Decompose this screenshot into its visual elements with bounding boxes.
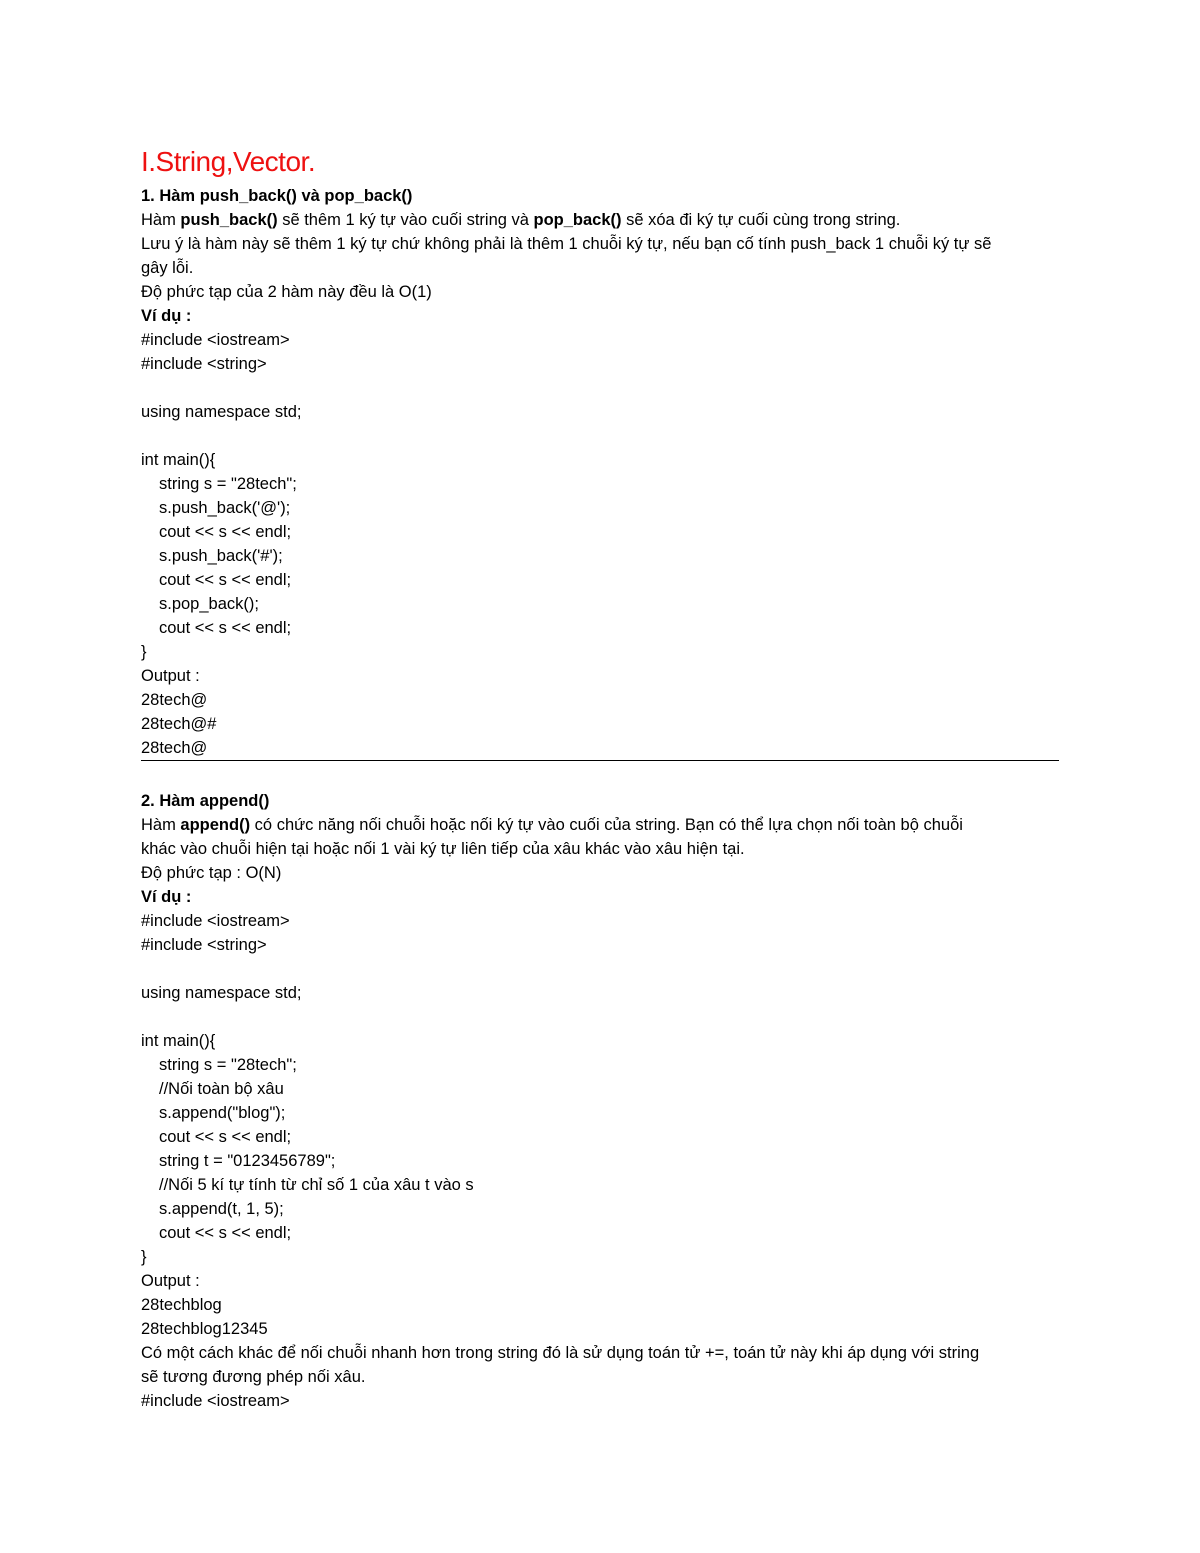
section-1-heading: 1. Hàm push_back() và pop_back() <box>141 187 413 205</box>
code-line: s.append(t, 1, 5); <box>159 1200 284 1218</box>
document-title: I.String,Vector. <box>141 146 316 177</box>
code-line: string s = "28tech"; <box>159 1056 297 1074</box>
desc-text: có chức năng nối chuỗi hoặc nối ký tự vào cuối của string. Bạn có thể lựa chọn nối toàn bộ chuỗi <box>250 816 963 834</box>
code-line: cout << s << endl; <box>159 1128 292 1146</box>
section-2-complexity: Độ phức tạp : O(N) <box>141 864 282 882</box>
section-2-example-label: Ví dụ : <box>141 888 192 906</box>
section-1-code-block <box>141 328 1059 664</box>
code-line <box>141 957 1059 981</box>
section-1-note-line-1: Lưu ý là hàm này sẽ thêm 1 ký tự chứ không phải là thêm 1 chuỗi ký tự, nếu bạn cố tính push_back 1 chuỗi ký tự sẽ <box>141 235 992 253</box>
section-2-extra-line-1: Có một cách khác để nối chuỗi nhanh hơn trong string đó là sử dụng toán tử +=, toán tử này khi áp dụng với string <box>141 1344 980 1362</box>
section-2-heading: 2. Hàm append() <box>141 792 270 810</box>
code-line: s.append("blog"); <box>159 1104 286 1122</box>
section-2-extra-code: #include <iostream> <box>141 1392 290 1410</box>
output-line: 28techblog <box>141 1296 222 1314</box>
section-1-note-line-2: gây lỗi. <box>141 259 194 277</box>
desc-bold-append: append() <box>180 816 251 834</box>
desc-text: sẽ xóa đi ký tự cuối cùng trong string. <box>621 211 901 229</box>
code-line: int main(){ <box>141 451 216 469</box>
section-2-description-line-2: khác vào chuỗi hiện tại hoặc nối 1 vài ký tự liên tiếp của xâu khác vào xâu hiện tại. <box>141 840 745 858</box>
code-line: using namespace std; <box>141 984 302 1002</box>
output-line: 28tech@ <box>141 739 208 757</box>
code-line: int main(){ <box>141 1032 216 1050</box>
section-2-output-label: Output : <box>141 1272 200 1290</box>
code-line: string s = "28tech"; <box>159 475 297 493</box>
code-line: cout << s << endl; <box>159 523 292 541</box>
section-push-back-pop-back <box>141 184 1059 760</box>
code-line: cout << s << endl; <box>159 619 292 637</box>
section-1-example-label: Ví dụ : <box>141 307 192 325</box>
output-line: 28tech@# <box>141 715 217 733</box>
code-line <box>141 376 1059 400</box>
code-line: cout << s << endl; <box>159 571 292 589</box>
code-line: } <box>141 643 147 661</box>
code-line: #include <string> <box>141 355 267 373</box>
code-line: s.pop_back(); <box>159 595 259 613</box>
output-line: 28tech@ <box>141 691 208 709</box>
desc-bold-push-back: push_back() <box>180 211 278 229</box>
code-line: } <box>141 1248 147 1266</box>
desc-text: Hàm <box>141 211 181 229</box>
code-line <box>141 1005 1059 1029</box>
section-2-code-block <box>141 909 1059 1269</box>
code-line: #include <iostream> <box>141 912 290 930</box>
section-append <box>141 789 1059 1413</box>
desc-text: sẽ thêm 1 ký tự vào cuối string và <box>277 211 534 229</box>
section-2-description <box>141 813 1059 837</box>
section-2-extra-line-2: sẽ tương đương phép nối xâu. <box>141 1368 366 1386</box>
code-line: //Nối toàn bộ xâu <box>159 1080 284 1098</box>
code-line <box>141 424 1059 448</box>
code-line: s.push_back('#'); <box>159 547 283 565</box>
code-line: s.push_back('@'); <box>159 499 291 517</box>
code-line: string t = "0123456789"; <box>159 1152 336 1170</box>
section-1-description <box>141 208 1059 232</box>
desc-text: Hàm <box>141 816 181 834</box>
document-page <box>141 140 1059 1413</box>
code-line: //Nối 5 kí tự tính từ chỉ số 1 của xâu t vào s <box>159 1176 474 1194</box>
code-line: cout << s << endl; <box>159 1224 292 1242</box>
section-divider <box>141 760 1059 761</box>
section-1-output-label: Output : <box>141 667 200 685</box>
code-line: #include <iostream> <box>141 331 290 349</box>
desc-bold-pop-back: pop_back() <box>533 211 622 229</box>
output-line: 28techblog12345 <box>141 1320 268 1338</box>
section-1-complexity: Độ phức tạp của 2 hàm này đều là O(1) <box>141 283 432 301</box>
code-line: using namespace std; <box>141 403 302 421</box>
code-line: #include <string> <box>141 936 267 954</box>
